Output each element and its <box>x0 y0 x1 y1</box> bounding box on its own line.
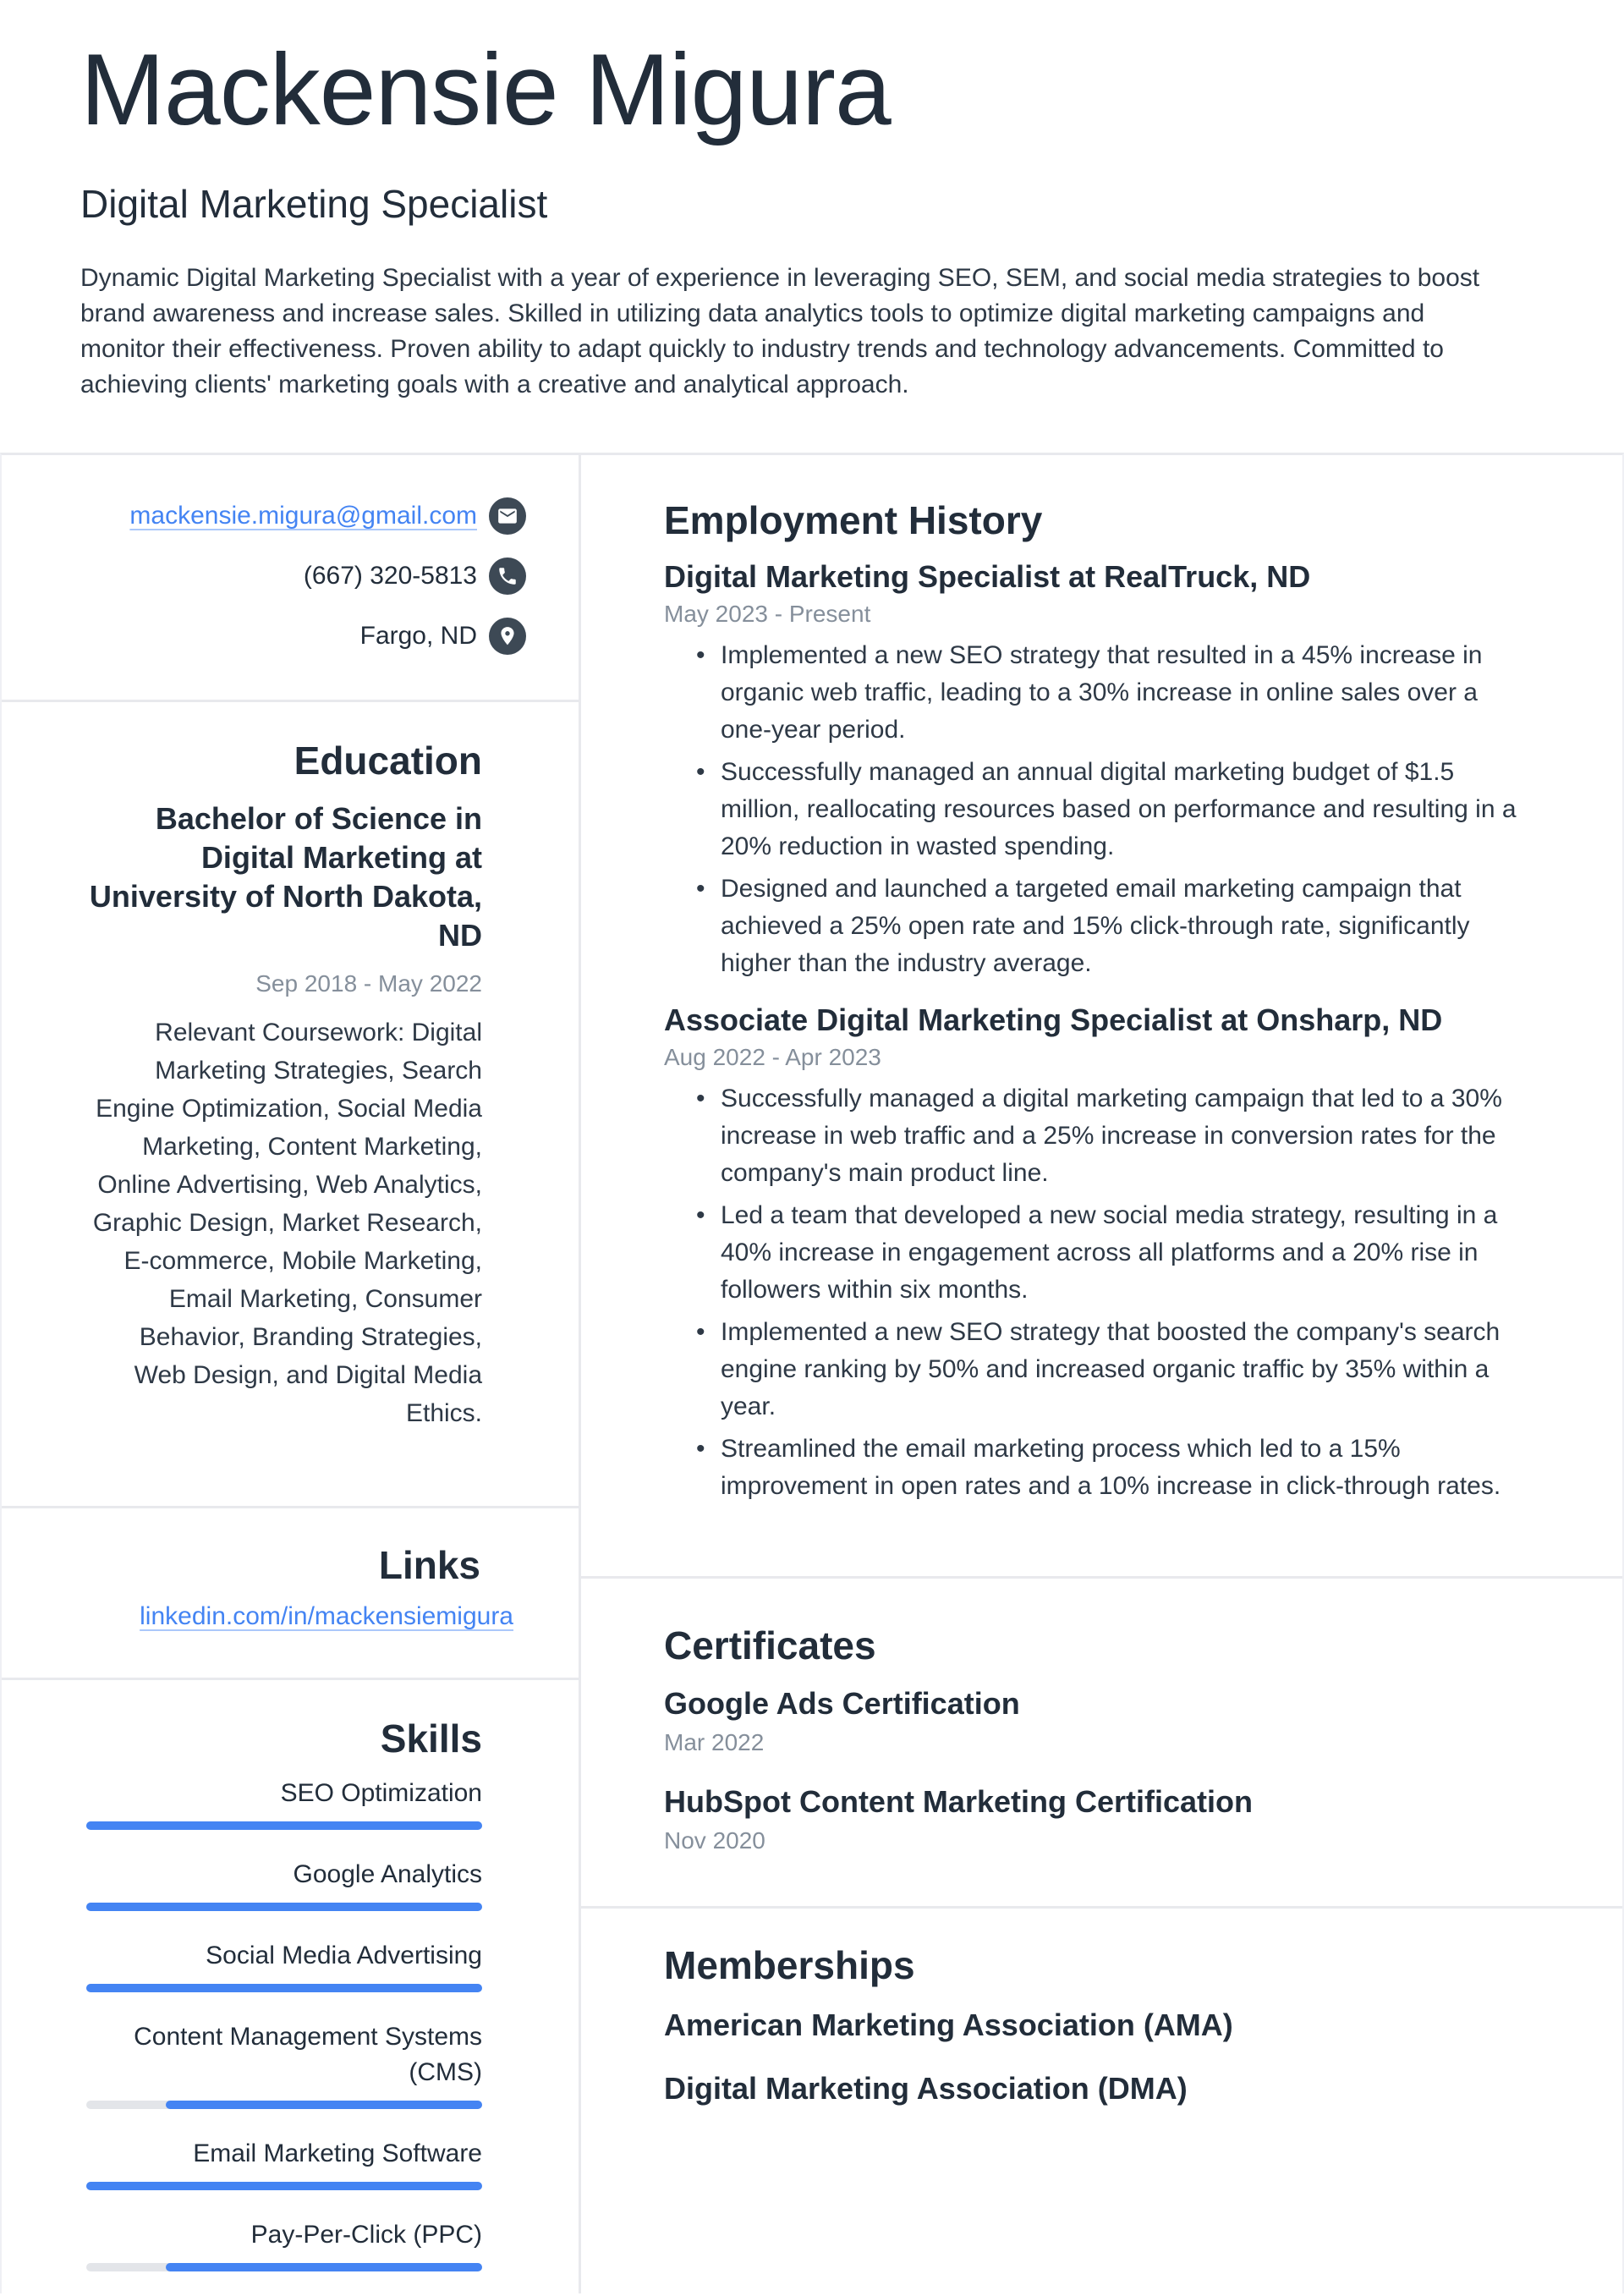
skill-bar-fill <box>86 1821 482 1830</box>
linkedin-link[interactable]: linkedin.com/in/mackensiemigura <box>140 1602 513 1631</box>
job-bullet: • Successfully managed an annual digital marketing budget of $1.5 million, reallocating resources based on performance and resulting in a 20% reduction in wasted spending. <box>664 754 1521 865</box>
membership-entry <box>664 2069 1521 2107</box>
job-bullet: • Led a team that developed a new social media strategy, resulting in a 40% increase in engagement across all platforms and a 20% rise in followers within six months. <box>664 1197 1521 1309</box>
certificates-heading: Certificates <box>664 1623 876 1668</box>
location-pin-icon <box>489 618 526 655</box>
skill-bar <box>86 1903 482 1911</box>
skill-label: SEO Optimization <box>280 1779 482 1808</box>
education-dates: Sep 2018 - May 2022 <box>255 969 482 997</box>
resume-header <box>0 0 1624 453</box>
skills-section <box>2 1680 579 2293</box>
envelope-icon <box>489 497 526 535</box>
skill-item <box>86 2217 482 2271</box>
skills-heading: Skills <box>380 1717 482 1761</box>
memberships-section <box>581 1909 1622 2293</box>
skill-label: Social Media Advertising <box>206 1942 482 1970</box>
contact-email-row <box>86 497 526 535</box>
contact-phone-row <box>86 558 526 595</box>
employment-section <box>581 455 1622 1579</box>
skill-label: Content Management Systems (CMS) <box>134 2023 482 2087</box>
certificate-title: Google Ads Certification <box>664 1686 1020 1722</box>
contact-section <box>2 455 579 702</box>
links-section <box>2 1508 579 1680</box>
memberships-heading: Memberships <box>664 1942 915 1987</box>
contact-location-row <box>86 618 526 655</box>
education-degree: Bachelor of Science in Digital Marketing at University of North Dakota, ND <box>89 800 482 953</box>
phone-number: (667) 320-5813 <box>303 562 477 590</box>
phone-icon <box>489 558 526 595</box>
skill-bar <box>86 2101 482 2109</box>
profile-summary: Dynamic Digital Marketing Specialist with a year of experience in leveraging SEO, SEM, and social media strategies to boost brand awareness and increase sales. Skilled in utilizing data analytics tools to optimize digital marketing campaigns and monitor their effectiveness. Proven ability to adapt quickly to industry trends and technology advancements. Committed to achieving clients' marketing goals with a creative and analytical approach. <box>80 263 1480 398</box>
education-description: Relevant Coursework: Digital Marketing Strategies, Search Engine Optimization, Social Media Marketing, Content Marketing, Online Advertising, Web Analytics, Graphic Design, Market Research, E-commerce, Mobile Marketing, Email Marketing, Consumer Behavior, Branding Strategies, Web Design, and Digital Media Ethics. <box>92 1018 482 1427</box>
membership-title: Digital Marketing Association (DMA) <box>664 2070 1188 2106</box>
job-entry-dates: Aug 2022 - Apr 2023 <box>664 1044 881 1071</box>
employment-heading: Employment History <box>664 498 1043 542</box>
job-entry-title: Digital Marketing Specialist at RealTruck, ND <box>664 559 1311 595</box>
candidate-job-title: Digital Marketing Specialist <box>80 182 548 226</box>
certificate-entry <box>664 1782 1521 1857</box>
skill-bar-fill <box>86 1903 482 1911</box>
job-bullet: • Implemented a new SEO strategy that resulted in a 45% increase in organic web traffic, leading to a 30% increase in online sales over a one-year period. <box>664 637 1521 749</box>
skill-bar-fill <box>166 2101 482 2109</box>
skill-bar-fill <box>86 1984 482 1992</box>
education-section <box>2 702 579 1509</box>
candidate-name: Mackensie Migura <box>80 33 891 146</box>
location-text: Fargo, ND <box>359 622 477 650</box>
certificates-section <box>581 1579 1622 1909</box>
skill-label: Pay-Per-Click (PPC) <box>250 2221 482 2249</box>
certificate-date: Mar 2022 <box>664 1729 765 1756</box>
skill-bar <box>86 1821 482 1830</box>
sidebar <box>2 455 581 2293</box>
job-bullet-list <box>664 637 1521 982</box>
membership-entry <box>664 2006 1521 2044</box>
job-entry <box>664 558 1521 982</box>
skill-bar <box>86 1984 482 1992</box>
resume-body <box>0 453 1624 2293</box>
certificate-title: HubSpot Content Marketing Certification <box>664 1784 1253 1820</box>
skill-bar <box>86 2182 482 2190</box>
links-heading: Links <box>378 1543 480 1588</box>
certificate-date: Nov 2020 <box>664 1827 765 1854</box>
skill-item <box>86 2019 482 2109</box>
job-bullet-list <box>664 1080 1521 1505</box>
skill-item <box>86 2136 482 2190</box>
skill-bar-fill <box>86 2182 482 2190</box>
job-bullet: • Successfully managed a digital marketing campaign that led to a 30% increase in web traffic and a 25% increase in conversion rates for the company's main product line. <box>664 1080 1521 1192</box>
job-entry <box>664 1001 1521 1505</box>
email-link[interactable]: mackensie.migura@gmail.com <box>129 502 477 530</box>
skill-bar-fill <box>166 2263 482 2271</box>
job-bullet: • Streamlined the email marketing process which led to a 15% improvement in open rates and a 10% increase in click-through rates. <box>664 1431 1521 1505</box>
skill-item <box>86 1857 482 1911</box>
skill-item <box>86 1776 482 1830</box>
skill-item <box>86 1938 482 1992</box>
job-entry-dates: May 2023 - Present <box>664 601 871 628</box>
job-bullet: • Implemented a new SEO strategy that boosted the company's search engine ranking by 50% and increased organic traffic by 35% within a year. <box>664 1314 1521 1425</box>
membership-title: American Marketing Association (AMA) <box>664 2007 1233 2042</box>
certificate-entry <box>664 1684 1521 1759</box>
skill-label: Google Analytics <box>293 1860 482 1889</box>
skill-label: Email Marketing Software <box>193 2139 482 2168</box>
job-bullet: • Designed and launched a targeted email marketing campaign that achieved a 25% open rate and 15% click-through rate, significantly higher than the industry average. <box>664 871 1521 982</box>
job-entry-title: Associate Digital Marketing Specialist at Onsharp, ND <box>664 1002 1443 1038</box>
skill-bar <box>86 2263 482 2271</box>
main-column <box>581 455 1622 2293</box>
education-heading: Education <box>294 738 482 783</box>
